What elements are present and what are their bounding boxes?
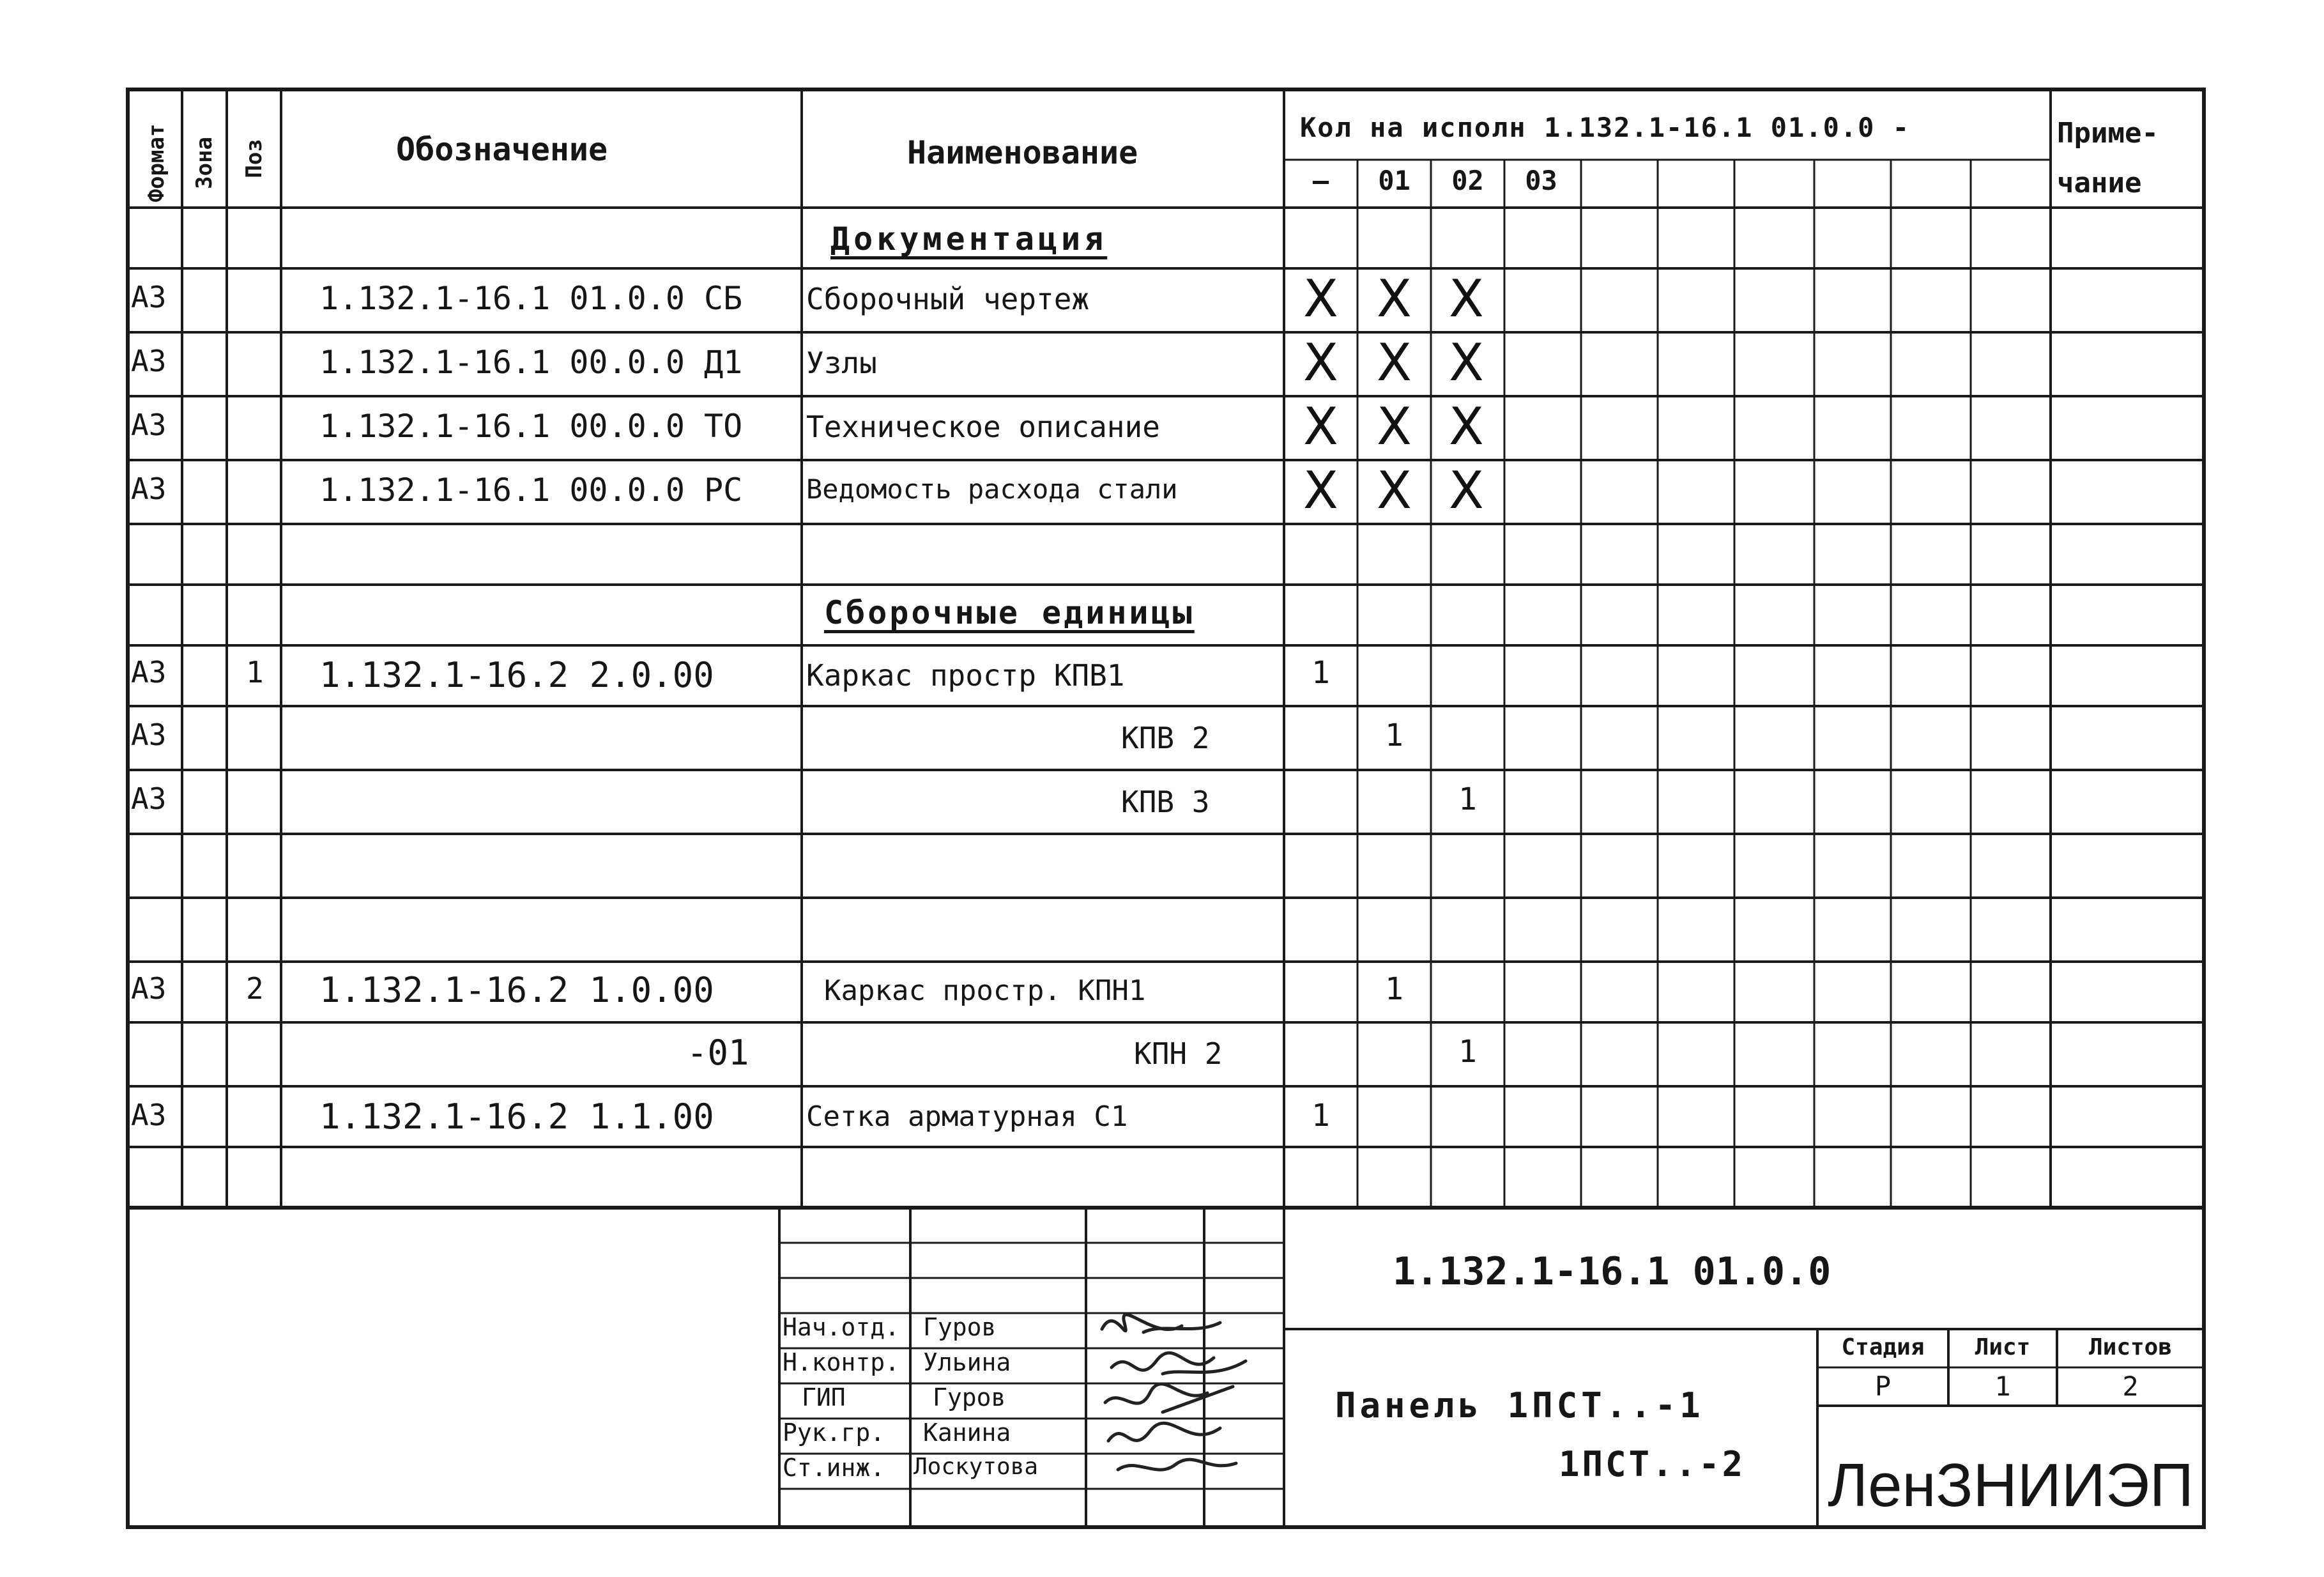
variant-02: 02 [1451,165,1484,196]
staff-3-role: ГИП [802,1383,846,1412]
doc-row-1-name: Сборочный чертеж [806,282,1090,316]
asm-row-4-designation: 1.132.1-16.2 1.0.00 [319,970,714,1010]
asm-row-3-format: А3 [131,781,167,816]
doc-row-3-name: Техническое описание [806,410,1160,444]
col-name-header: Наименование [907,134,1138,171]
asm-row-6-qty-0: 1 [1311,1098,1330,1134]
asm-row-2-qty-1: 1 [1385,718,1403,753]
asm-row-1-designation: 1.132.1-16.2 2.0.00 [319,655,714,695]
title-line-1: Панель 1ПСТ..-1 [1335,1385,1704,1426]
staff-1-role: Нач.отд. [783,1313,900,1341]
col-zone-header: Зона [192,137,217,189]
asm-row-5-name: КПН 2 [1134,1036,1223,1071]
staff-4-name: Канина [923,1419,1011,1447]
doc-code: 1.132.1-16.1 01.0.0 [1393,1249,1831,1294]
col-note-header: Приме-чание [2057,117,2159,199]
doc-row-4-designation: 1.132.1-16.1 00.0.0 РС [319,472,743,509]
stage-value: Р [1874,1371,1892,1402]
asm-row-1-pos: 1 [246,655,264,689]
doc-row-4-name: Ведомость расхода стали [806,473,1178,505]
section-documentation: Документация [830,220,1108,258]
asm-row-1-qty-0: 1 [1311,655,1330,691]
col-format-header: Формат [144,123,169,203]
asm-row-3-name: КПВ 3 [1121,785,1210,819]
doc-row-3-designation: 1.132.1-16.1 00.0.0 ТО [319,408,743,445]
staff-2-name: Ульина [923,1348,1011,1376]
asm-row-4-name: Каркас простр. КПН1 [824,974,1146,1007]
organization-name: ЛенЗНИИЭП [1828,1451,2194,1519]
doc-row-1-mark-2: X [1449,269,1484,328]
asm-row-3-qty-2: 1 [1458,781,1477,817]
doc-row-4-mark-1: X [1377,461,1412,520]
doc-row-2-mark-0: X [1303,333,1338,392]
doc-row-2-name: Узлы [806,346,877,380]
title-line-2: 1ПСТ..-2 [1559,1444,1746,1484]
col-pos-header: Поз [241,139,267,178]
doc-row-1-mark-0: X [1303,269,1338,328]
staff-5-name: Лоскутова [914,1454,1039,1480]
doc-row-2-format: А3 [131,344,167,378]
doc-row-3-mark-2: X [1449,397,1484,456]
staff-5-role: Ст.инж. [783,1454,885,1482]
asm-row-6-name: Сетка арматурная С1 [806,1100,1128,1133]
col-qty-header: Кол на исполн 1.132.1-16.1 01.0.0 - [1300,112,1911,143]
asm-row-2-name: КПВ 2 [1121,721,1210,755]
sheet-value: 1 [1994,1371,2011,1402]
col-designation-header: Обозначение [396,131,608,168]
signatures [1086,1297,1278,1482]
asm-row-4-pos: 2 [246,971,264,1006]
doc-row-1-mark-1: X [1377,269,1412,328]
asm-row-4-format: А3 [131,971,167,1006]
stage-label: Стадия [1841,1334,1925,1360]
asm-row-5-designation: -01 [687,1033,749,1073]
sheets-value: 2 [2122,1371,2139,1402]
staff-1-name: Гуров [923,1313,997,1341]
staff-3-name: Гуров [933,1383,1006,1412]
asm-row-2-format: А3 [131,718,167,752]
asm-row-1-format: А3 [131,655,167,689]
asm-row-1-name: Каркас простр КПВ1 [806,658,1125,693]
doc-row-2-mark-2: X [1449,333,1484,392]
asm-row-5-qty-2: 1 [1458,1034,1477,1070]
doc-row-4-mark-2: X [1449,461,1484,520]
doc-row-1-designation: 1.132.1-16.1 01.0.0 СБ [319,280,743,317]
doc-row-3-format: А3 [131,408,167,442]
asm-row-6-format: А3 [131,1098,167,1132]
variant-dash: – [1312,165,1329,196]
asm-row-6-designation: 1.132.1-16.2 1.1.00 [319,1096,714,1137]
doc-row-4-mark-0: X [1303,461,1338,520]
doc-row-1-format: А3 [131,280,167,314]
staff-2-role: Н.контр. [783,1348,900,1376]
section-assemblies: Сборочные единицы [824,594,1195,631]
variant-03: 03 [1525,165,1557,196]
doc-row-4-format: А3 [131,472,167,506]
variant-01: 01 [1378,165,1410,196]
sheet-label: Лист [1975,1334,2031,1360]
staff-4-role: Рук.гр. [783,1419,885,1447]
doc-row-3-mark-0: X [1303,397,1338,456]
doc-row-2-designation: 1.132.1-16.1 00.0.0 Д1 [319,344,743,381]
sheets-label: Листов [2088,1334,2173,1360]
doc-row-2-mark-1: X [1377,333,1412,392]
doc-row-3-mark-1: X [1377,397,1412,456]
asm-row-4-qty-1: 1 [1385,971,1403,1007]
